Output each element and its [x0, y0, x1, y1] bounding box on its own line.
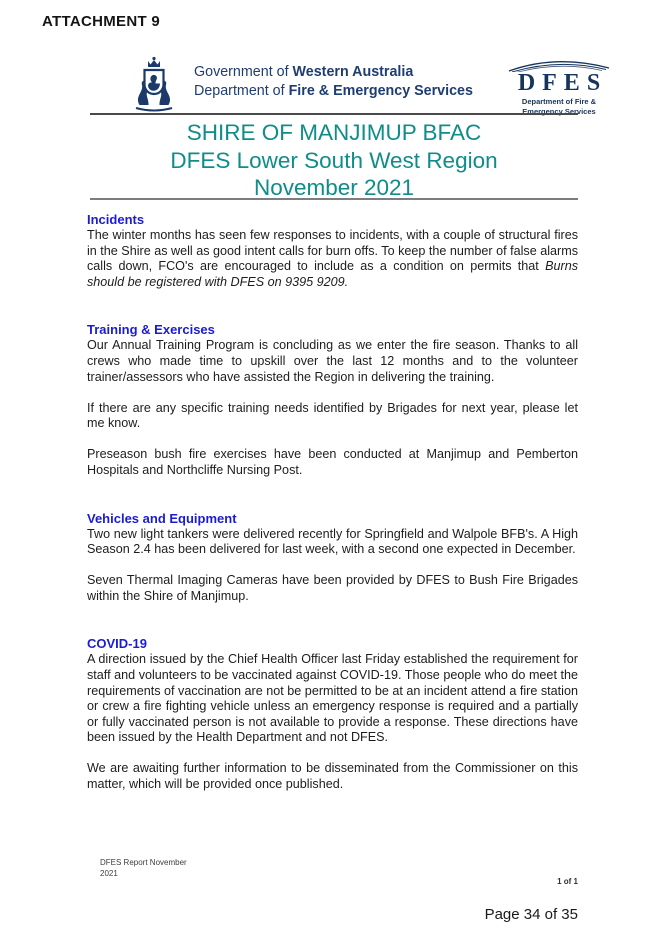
training-paragraph-3: Preseason bush fire exercises have been conducted at Manjimup and Pemberton Hospitals and Northcliffe Nursing Post. [87, 447, 578, 477]
dfes-logo [508, 57, 610, 116]
section-covid [87, 636, 578, 792]
covid-heading: COVID-19 [87, 636, 147, 652]
title-rule-bottom [90, 198, 578, 200]
attachment-label: ATTACHMENT 9 [42, 13, 161, 30]
incidents-heading: Incidents [87, 212, 145, 227]
page-count: 1 of 1 [557, 877, 578, 886]
section-vehicles [87, 511, 578, 605]
incidents-paragraph: The winter months has seen few responses to incidents, with a couple of structural fires in the Shire as well as good intent calls for burn offs. To keep the number of false alarms calls down, FCO's are encouraged to include as a condition on permits that Burns should be registered with DFES on 9395 9209. [87, 228, 578, 289]
gov-logo-line1: Government of Western Australia [194, 64, 414, 80]
vehicles-paragraph-1: Two new light tankers were delivered recently for Springfield and Walpole BFB's. A High Season 2.4 has been delivered for last week, with a second one expected in December. [87, 526, 578, 557]
wa-government-logo [127, 56, 473, 118]
section-incidents [87, 212, 578, 290]
gov-logo-line2: Department of Fire & Emergency Services [194, 82, 473, 99]
wa-government-logo-text [194, 56, 473, 118]
page-number: Page 34 of 35 [484, 906, 578, 923]
covid-paragraph-2: We are awaiting further information to be disseminated from the Commissioner on this matter, which will be provided once published. [87, 761, 578, 792]
dfes-sub-line1: Department of Fire & [521, 97, 597, 106]
training-paragraph-2: If there are any specific training needs identified by Brigades for next year, please let me know. [87, 400, 578, 431]
title-line1: SHIRE OF MANJIMUP BFAC [186, 120, 482, 145]
page-title [90, 119, 578, 202]
vehicles-heading: Vehicles and Equipment [87, 510, 237, 526]
report-footer-line1: DFES Report November [100, 858, 187, 867]
registration-note-italic: Burns should be registered with DFES on 9395 9209. [87, 259, 578, 289]
report-body [87, 212, 578, 793]
dfes-acronym: DFES [517, 70, 608, 96]
report-footer-label [100, 858, 187, 879]
title-line3: November 2021 [253, 175, 415, 200]
vehicles-paragraph-2: Seven Thermal Imaging Cameras have been provided by DFES to Bush Fire Brigades within the Shire of Manjimup. [87, 573, 578, 603]
training-heading: Training & Exercises [87, 322, 215, 338]
covid-paragraph-1: A direction issued by the Chief Health Officer last Friday established the requirement for staff and volunteers to be vaccinated against COVID-19. Those people who do meet the requirements of vaccination are not be permitted to be at an incident attend a fire station or crew a fire fighting vehicle unless an emergency response is required and a partially or fully vaccinated person is not available to provide a response. These directions have been issued by the Health Department and not DFES. [87, 652, 578, 745]
dfes-sub-line2: Emergency Services [522, 106, 596, 116]
training-paragraph-1: Our Annual Training Program is concluding as we enter the fire season. Thanks to all crews who made time to upskill over the last 12 months and to the volunteer trainer/assessors who have assisted the Region in delivering the training. [87, 338, 578, 384]
header [127, 56, 610, 118]
section-training [87, 322, 578, 478]
title-rule-top [90, 113, 578, 115]
title-line2: DFES Lower South West Region [170, 147, 498, 173]
wa-coat-of-arms-icon [127, 56, 181, 118]
report-footer-line2: 2021 [100, 868, 118, 878]
